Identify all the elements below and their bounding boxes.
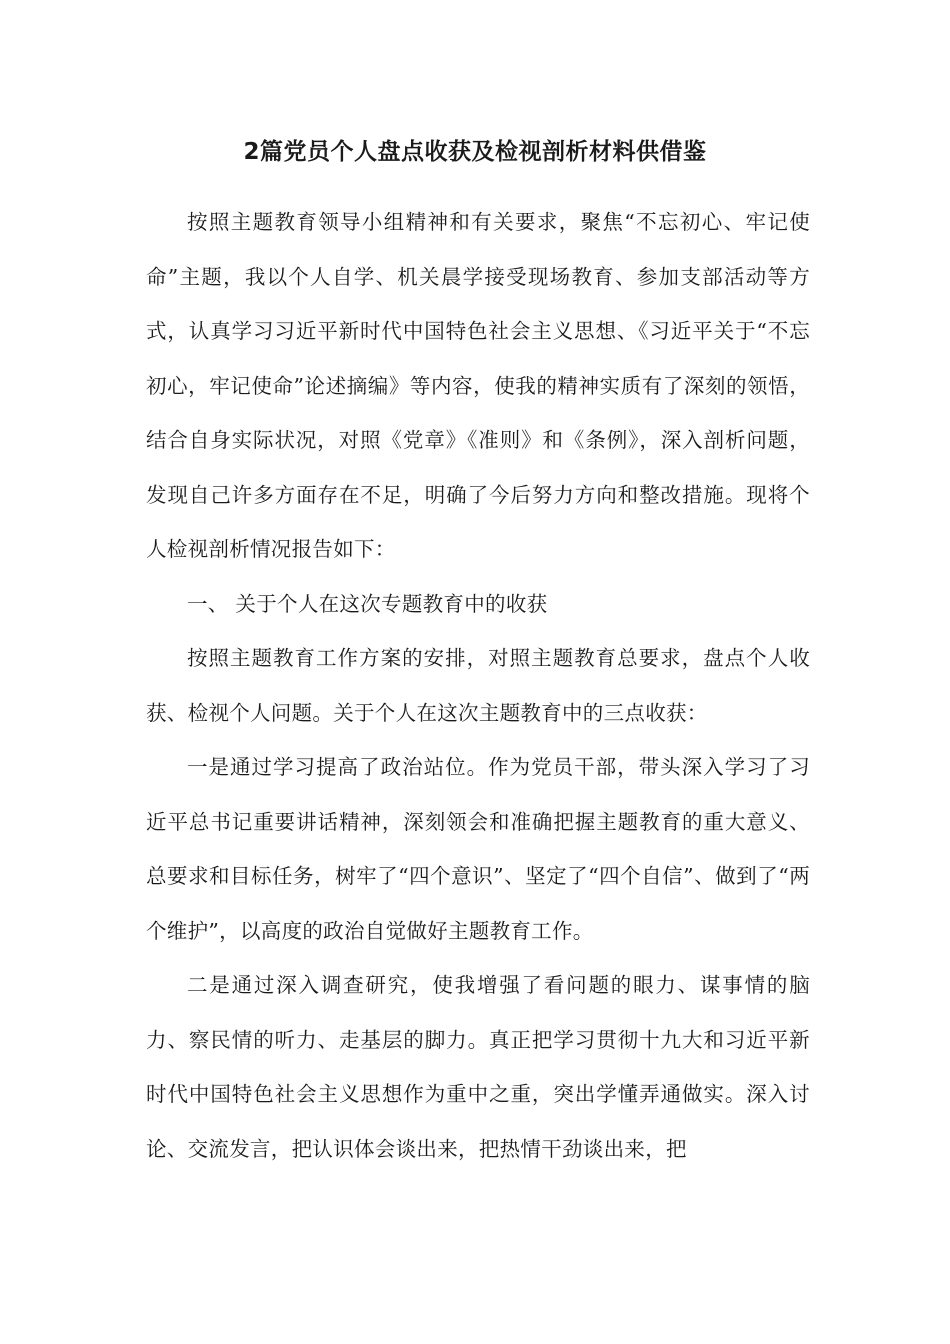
intro-paragraph: 按照主题教育领导小组精神和有关要求，聚焦“不忘初心、牢记使命”主题，我以个人自学、机关晨学接受现场教育、参加支部活动等方式，认真学习习近平新时代中国特色社会主义思想、《习近平关于“不忘初心，牢记使命”论述摘编》等内容，使我的精神实质有了深刻的领悟，结合自身实际状况，对照《党章》《准则》和《条例》，深入剖析问题，发现自己许多方面存在不足，明确了今后努力方向和整改措施。现将个人检视剖析情况报告如下：: [146, 210, 810, 561]
gain-two-paragraph: 二是通过深入调查研究，使我增强了看问题的眼力、谋事情的脑力、察民情的听力、走基层的脚力。真正把学习贯彻十九大和习近平新时代中国特色社会主义思想作为重中之重，突出学懂弄通做实。深入讨论、交流发言，把认识体会谈出来，把热情干劲谈出来，把: [146, 973, 810, 1161]
document-title: 2篇党员个人盘点收获及检视剖析材料供借鉴: [243, 139, 707, 165]
section-intro-paragraph: 按照主题教育工作方案的安排，对照主题教育总要求，盘点个人收获、检视个人问题。关于个人在这次主题教育中的三点收获：: [146, 646, 810, 725]
gain-one-paragraph: 一是通过学习提高了政治站位。作为党员干部，带头深入学习了习近平总书记重要讲话精神，深刻领会和准确把握主题教育的重大意义、总要求和目标任务，树牢了“四个意识”、坚定了“四个自信”、做到了“两个维护”，以高度的政治自觉做好主题教育工作。: [146, 755, 810, 943]
document-body: [146, 195, 810, 1176]
section-heading: 一、 关于个人在这次专题教育中的收获: [187, 591, 548, 616]
